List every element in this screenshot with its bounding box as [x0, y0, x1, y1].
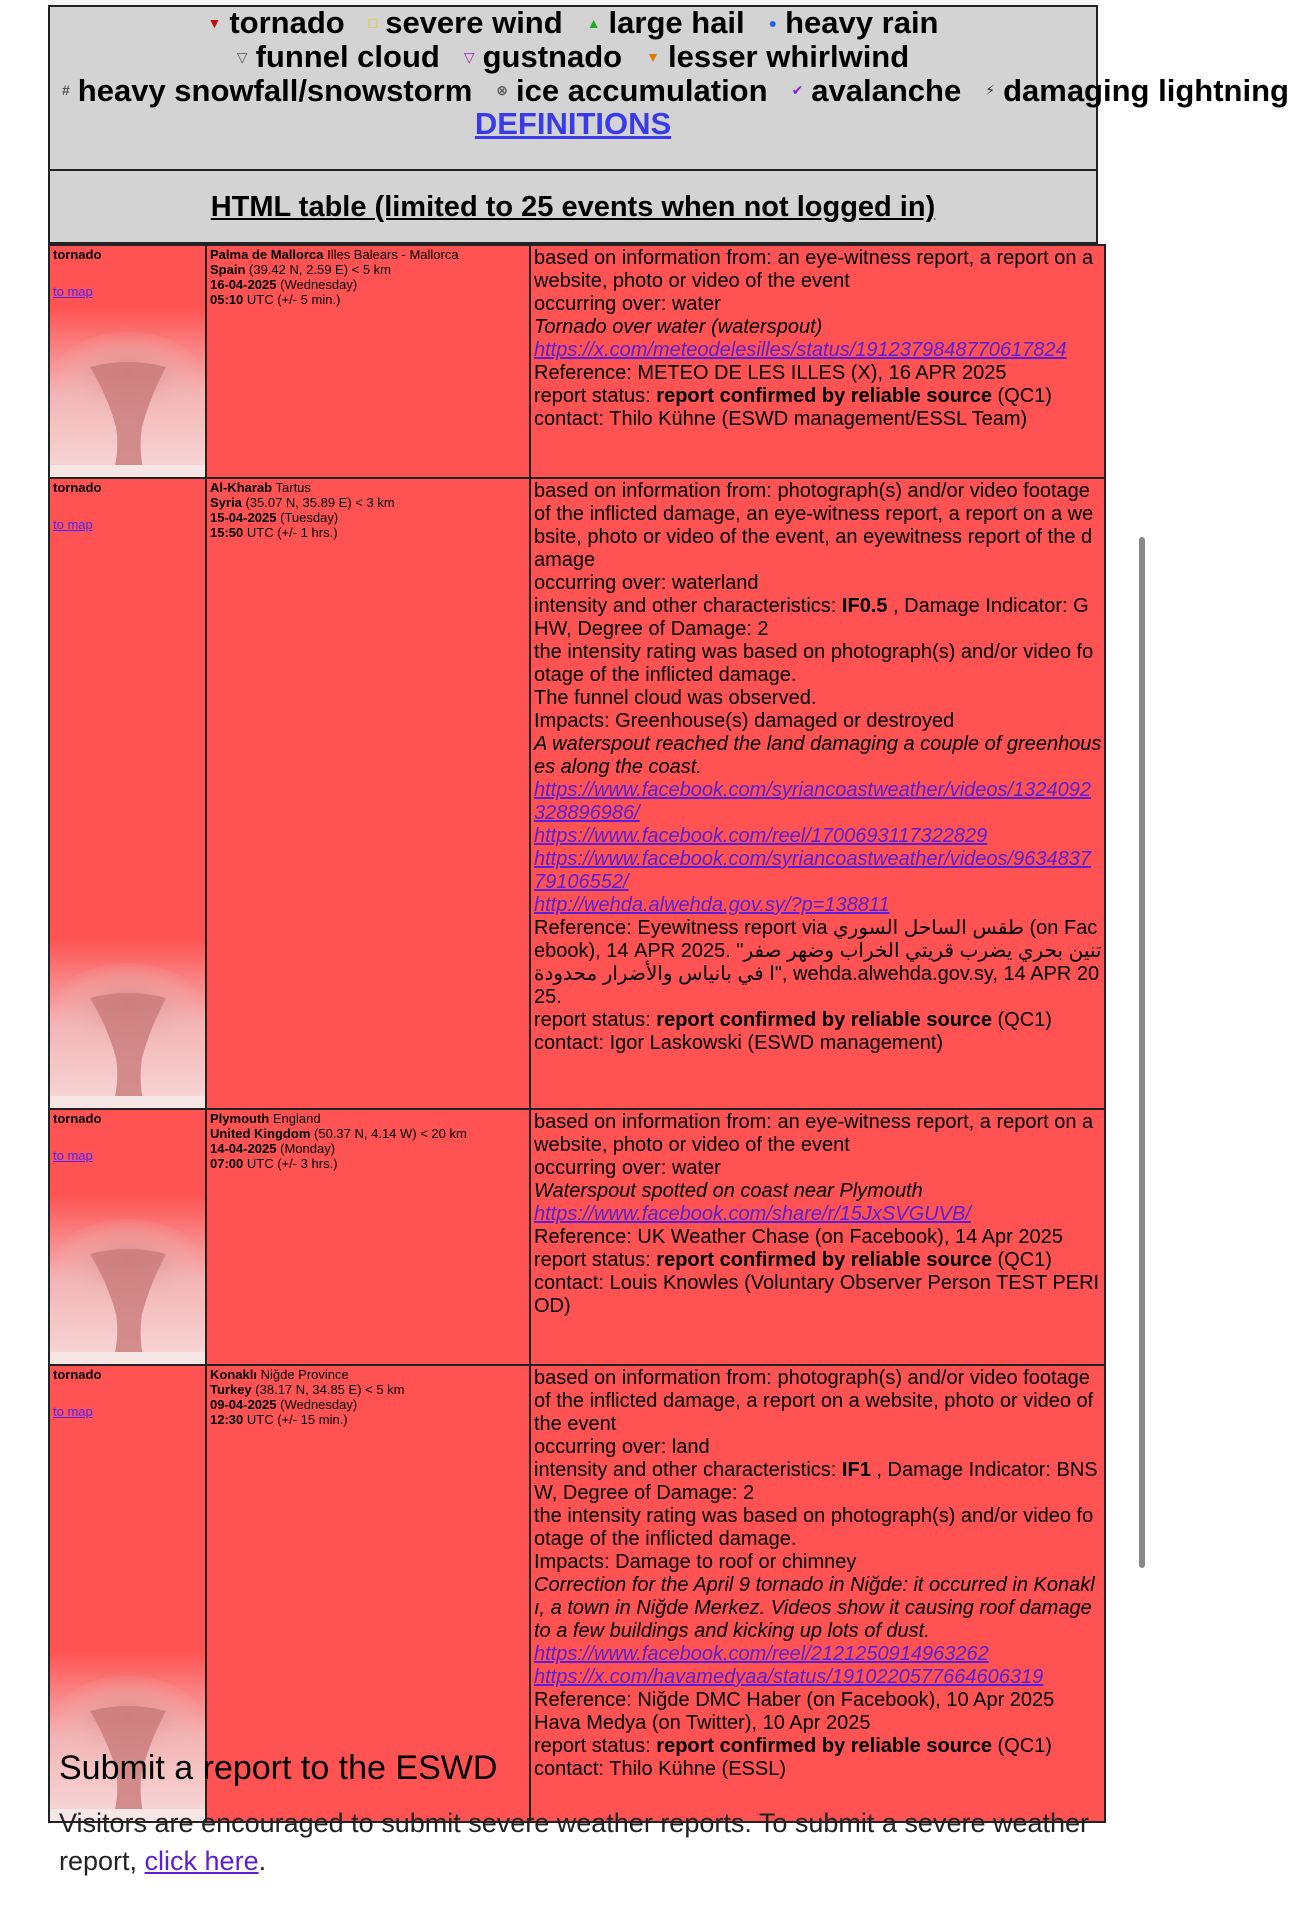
event-coords: (35.07 N, 35.89 E) < 3 km [245, 495, 395, 510]
event-info-sources: based on information from: an eye-witness report, a report on a website, photo or video of the event [534, 1111, 1094, 1156]
legend-label: ice accumulation [516, 72, 768, 108]
event-date: 15-04-2025 [210, 510, 277, 525]
legend-item [646, 38, 910, 75]
event-place: Al-Kharab [210, 480, 273, 495]
event-type: tornado [53, 1111, 102, 1126]
legend-label: heavy rain [785, 5, 939, 40]
gustnado-icon: ▽ [463, 48, 475, 65]
event-region: Niğde Province [260, 1367, 349, 1382]
table-title: HTML table (limited to 25 events when not logged in) [48, 171, 1098, 244]
event-type-cell [49, 1109, 206, 1365]
to-map-link[interactable]: to map [53, 284, 93, 299]
source-link[interactable]: https://www.facebook.com/syriancoastweather/videos/963483779106552/ [534, 848, 1091, 893]
event-time: 05:10 [210, 292, 244, 307]
source-link[interactable]: https://x.com/meteodelesilles/status/1912379848770617824 [534, 339, 1067, 361]
event-place: Palma de Mallorca [210, 247, 324, 262]
tornado-photo [50, 938, 205, 1108]
event-reference: Reference: Niğde DMC Haber (on Facebook), 10 Apr 2025 [534, 1689, 1055, 1711]
event-reference: Reference: METEO DE LES ILLES (X), 16 APR 2025 [534, 362, 1007, 384]
source-link[interactable]: https://www.facebook.com/reel/1700693117322829 [534, 825, 988, 847]
event-region: Tartus [275, 480, 311, 495]
event-time: 07:00 [210, 1156, 244, 1171]
event-date: 09-04-2025 [210, 1397, 277, 1412]
event-impacts: Impacts: Damage to roof or chimney [534, 1551, 857, 1573]
event-location-cell [206, 245, 530, 478]
event-time: 15:50 [210, 525, 244, 540]
click-here-link[interactable]: click here [144, 1846, 259, 1876]
legend-item [369, 7, 563, 41]
event-country: Syria [210, 495, 242, 510]
submit-section [59, 1749, 1109, 1880]
event-country: United Kingdom [210, 1126, 311, 1141]
event-location-cell [206, 478, 530, 1109]
event-info-sources: based on information from: an eye-witness report, a report on a website, photo or video of the event [534, 247, 1094, 292]
event-time: 12:30 [210, 1412, 244, 1427]
event-row [49, 478, 1105, 1109]
legend-label: severe wind [385, 5, 563, 40]
event-coords: (38.17 N, 34.85 E) < 5 km [255, 1382, 405, 1397]
event-occurring: occurring over: water [534, 293, 721, 315]
event-coords: (50.37 N, 4.14 W) < 20 km [314, 1126, 467, 1141]
source-link[interactable]: https://www.facebook.com/reel/2121250914963262 [534, 1643, 989, 1665]
event-type-cell [49, 478, 206, 1109]
legend-item [62, 72, 473, 109]
lesser-whirlwind-icon: ▼ [646, 48, 660, 65]
event-extra-note: The funnel cloud was observed. [534, 687, 817, 709]
funnel-cloud-icon: ▽ [236, 48, 248, 65]
legend-item [496, 72, 768, 109]
legend-box [48, 5, 1289, 171]
legend-label: tornado [229, 5, 345, 40]
event-time-precision: UTC (+/- 15 min.) [246, 1412, 348, 1427]
legend-row [50, 72, 1289, 109]
event-type: tornado [53, 480, 102, 495]
event-weekday: (Monday) [280, 1141, 336, 1156]
event-status: report status: report confirmed by reliable source (QC1) [534, 385, 1052, 407]
to-map-link[interactable]: to map [53, 517, 93, 532]
legend-item [985, 72, 1289, 109]
legend-item [236, 38, 440, 75]
event-impacts: Impacts: Greenhouse(s) damaged or destroyed [534, 710, 955, 732]
submit-text: Visitors are encouraged to submit severe weather reports. To submit a severe weather report, click here. [59, 1808, 1090, 1876]
event-status: report status: report confirmed by reliable source (QC1) [534, 1735, 1052, 1757]
event-reference: Hava Medya (on Twitter), 10 Apr 2025 [534, 1712, 871, 1734]
large-hail-icon: ▲ [586, 14, 601, 31]
snowflake-icon: # [62, 82, 70, 99]
event-date: 16-04-2025 [210, 277, 277, 292]
legend-label: funnel cloud [255, 38, 440, 74]
event-time-precision: UTC (+/- 5 min.) [246, 292, 341, 307]
event-details-cell [530, 245, 1105, 478]
events-table [48, 244, 1106, 1823]
event-details-cell [530, 1109, 1105, 1365]
event-country: Turkey [210, 1382, 252, 1397]
heavy-rain-icon: ● [768, 14, 778, 31]
legend-label: damaging lightning [1003, 72, 1289, 108]
tornado-photo [50, 1194, 205, 1364]
event-intensity: intensity and other characteristics: IF0.5 , Damage Indicator: GHW, Degree of Damage: 2 [534, 595, 1089, 640]
event-coords: (39.42 N, 2.59 E) < 5 km [249, 262, 392, 277]
scrollbar[interactable] [1139, 537, 1145, 1568]
legend-label: gustnado [482, 38, 623, 74]
event-rating-basis: the intensity rating was based on photograph(s) and/or video footage of the inflicted damage. [534, 1505, 1094, 1550]
event-details-cell [530, 478, 1105, 1109]
event-reference: Reference: UK Weather Chase (on Facebook), 14 Apr 2025 [534, 1226, 1063, 1248]
legend-row [50, 7, 1096, 41]
legend-item [587, 7, 745, 41]
event-status: report status: report confirmed by reliable source (QC1) [534, 1009, 1052, 1031]
event-country: Spain [210, 262, 246, 277]
legend-item [769, 7, 939, 41]
legend-label: large hail [608, 5, 745, 40]
event-time-precision: UTC (+/- 1 hrs.) [246, 525, 338, 540]
event-occurring: occurring over: waterland [534, 572, 759, 594]
event-time-precision: UTC (+/- 3 hrs.) [246, 1156, 338, 1171]
event-description: Tornado over water (waterspout) [534, 316, 823, 338]
source-link[interactable]: https://x.com/havamedyaa/status/1910220577664606319 [534, 1666, 1044, 1688]
event-weekday: (Tuesday) [280, 510, 339, 525]
event-location-cell [206, 1109, 530, 1365]
to-map-link[interactable]: to map [53, 1404, 93, 1419]
event-description: Correction for the April 9 tornado in Niğde: it occurred in Konaklı, a town in Niğde Merkez. Videos show it causing roof damage to a few buildings and kicking up lots of dust. [534, 1574, 1095, 1642]
submit-title: Submit a report to the ESWD [59, 1749, 498, 1787]
legend-label: lesser whirlwind [667, 38, 910, 74]
event-description: A waterspout reached the land damaging a couple of greenhouses along the coast. [534, 733, 1102, 778]
event-type: tornado [53, 247, 102, 262]
legend-item [208, 7, 345, 41]
legend-label: avalanche [811, 72, 962, 108]
event-place: Plymouth [210, 1111, 270, 1126]
ice-icon: ⊗ [496, 82, 509, 99]
severe-wind-icon: □ [368, 14, 378, 31]
tornado-icon: ▼ [207, 14, 222, 31]
event-occurring: occurring over: water [534, 1157, 721, 1179]
tornado-photo [50, 307, 205, 477]
event-type-cell [49, 245, 206, 478]
event-info-sources: based on information from: photograph(s) and/or video footage of the inflicted damage, a report on a website, photo or video of the event [534, 1367, 1094, 1435]
legend-item [463, 38, 623, 75]
event-region: England [272, 1111, 321, 1126]
event-row [49, 245, 1105, 478]
event-contact: contact: Igor Laskowski (ESWD management) [534, 1032, 944, 1054]
event-info-sources: based on information from: photograph(s) and/or video footage of the inflicted damage, an eye-witness report, a report on a website, photo or video of the event, an eyewitness report of the damage [534, 480, 1094, 571]
lightning-icon: ⚡ [985, 82, 996, 99]
event-region: Illes Balears - Mallorca [327, 247, 459, 262]
event-description: Waterspout spotted on coast near Plymouth [534, 1180, 923, 1202]
to-map-link[interactable]: to map [53, 1148, 93, 1163]
avalanche-icon: ✔ [791, 82, 804, 99]
source-link[interactable]: https://www.facebook.com/share/r/15JxSVGUVB/ [534, 1203, 971, 1225]
source-link[interactable]: http://wehda.alwehda.gov.sy/?p=138811 [534, 894, 890, 916]
event-contact: contact: Thilo Kühne (ESWD management/ESSL Team) [534, 408, 1028, 430]
event-occurring: occurring over: land [534, 1436, 710, 1458]
event-reference: Reference: Eyewitness report via طقس الساحل السوري (on Facebook), 14 APR 2025. "تنين بحري يضرب قريتي الخراب وضهر صفرا في بانياس والأضرار محدودة", wehda.alwehda.gov.sy, 14 APR 2025. [534, 917, 1102, 1008]
event-status: report status: report confirmed by reliable source (QC1) [534, 1249, 1052, 1271]
legend-item [791, 72, 962, 109]
event-row [49, 1109, 1105, 1365]
event-weekday: (Wednesday) [280, 1397, 358, 1412]
event-date: 14-04-2025 [210, 1141, 277, 1156]
legend-row [50, 38, 1096, 75]
event-weekday: (Wednesday) [280, 277, 358, 292]
event-rating-basis: the intensity rating was based on photograph(s) and/or video footage of the inflicted damage. [534, 641, 1094, 686]
event-contact: contact: Thilo Kühne (ESSL) [534, 1758, 786, 1780]
event-contact: contact: Louis Knowles (Voluntary Observer Person TEST PERIOD) [534, 1272, 1100, 1317]
event-place: Konaklı [210, 1367, 257, 1382]
source-link[interactable]: https://www.facebook.com/syriancoastweather/videos/1324092328896986/ [534, 779, 1091, 824]
event-type: tornado [53, 1367, 102, 1382]
event-intensity: intensity and other characteristics: IF1 , Damage Indicator: BNSW, Degree of Damage: 2 [534, 1459, 1098, 1504]
definitions-link[interactable]: DEFINITIONS [474, 106, 672, 142]
legend-label: heavy snowfall/snowstorm [77, 72, 473, 108]
